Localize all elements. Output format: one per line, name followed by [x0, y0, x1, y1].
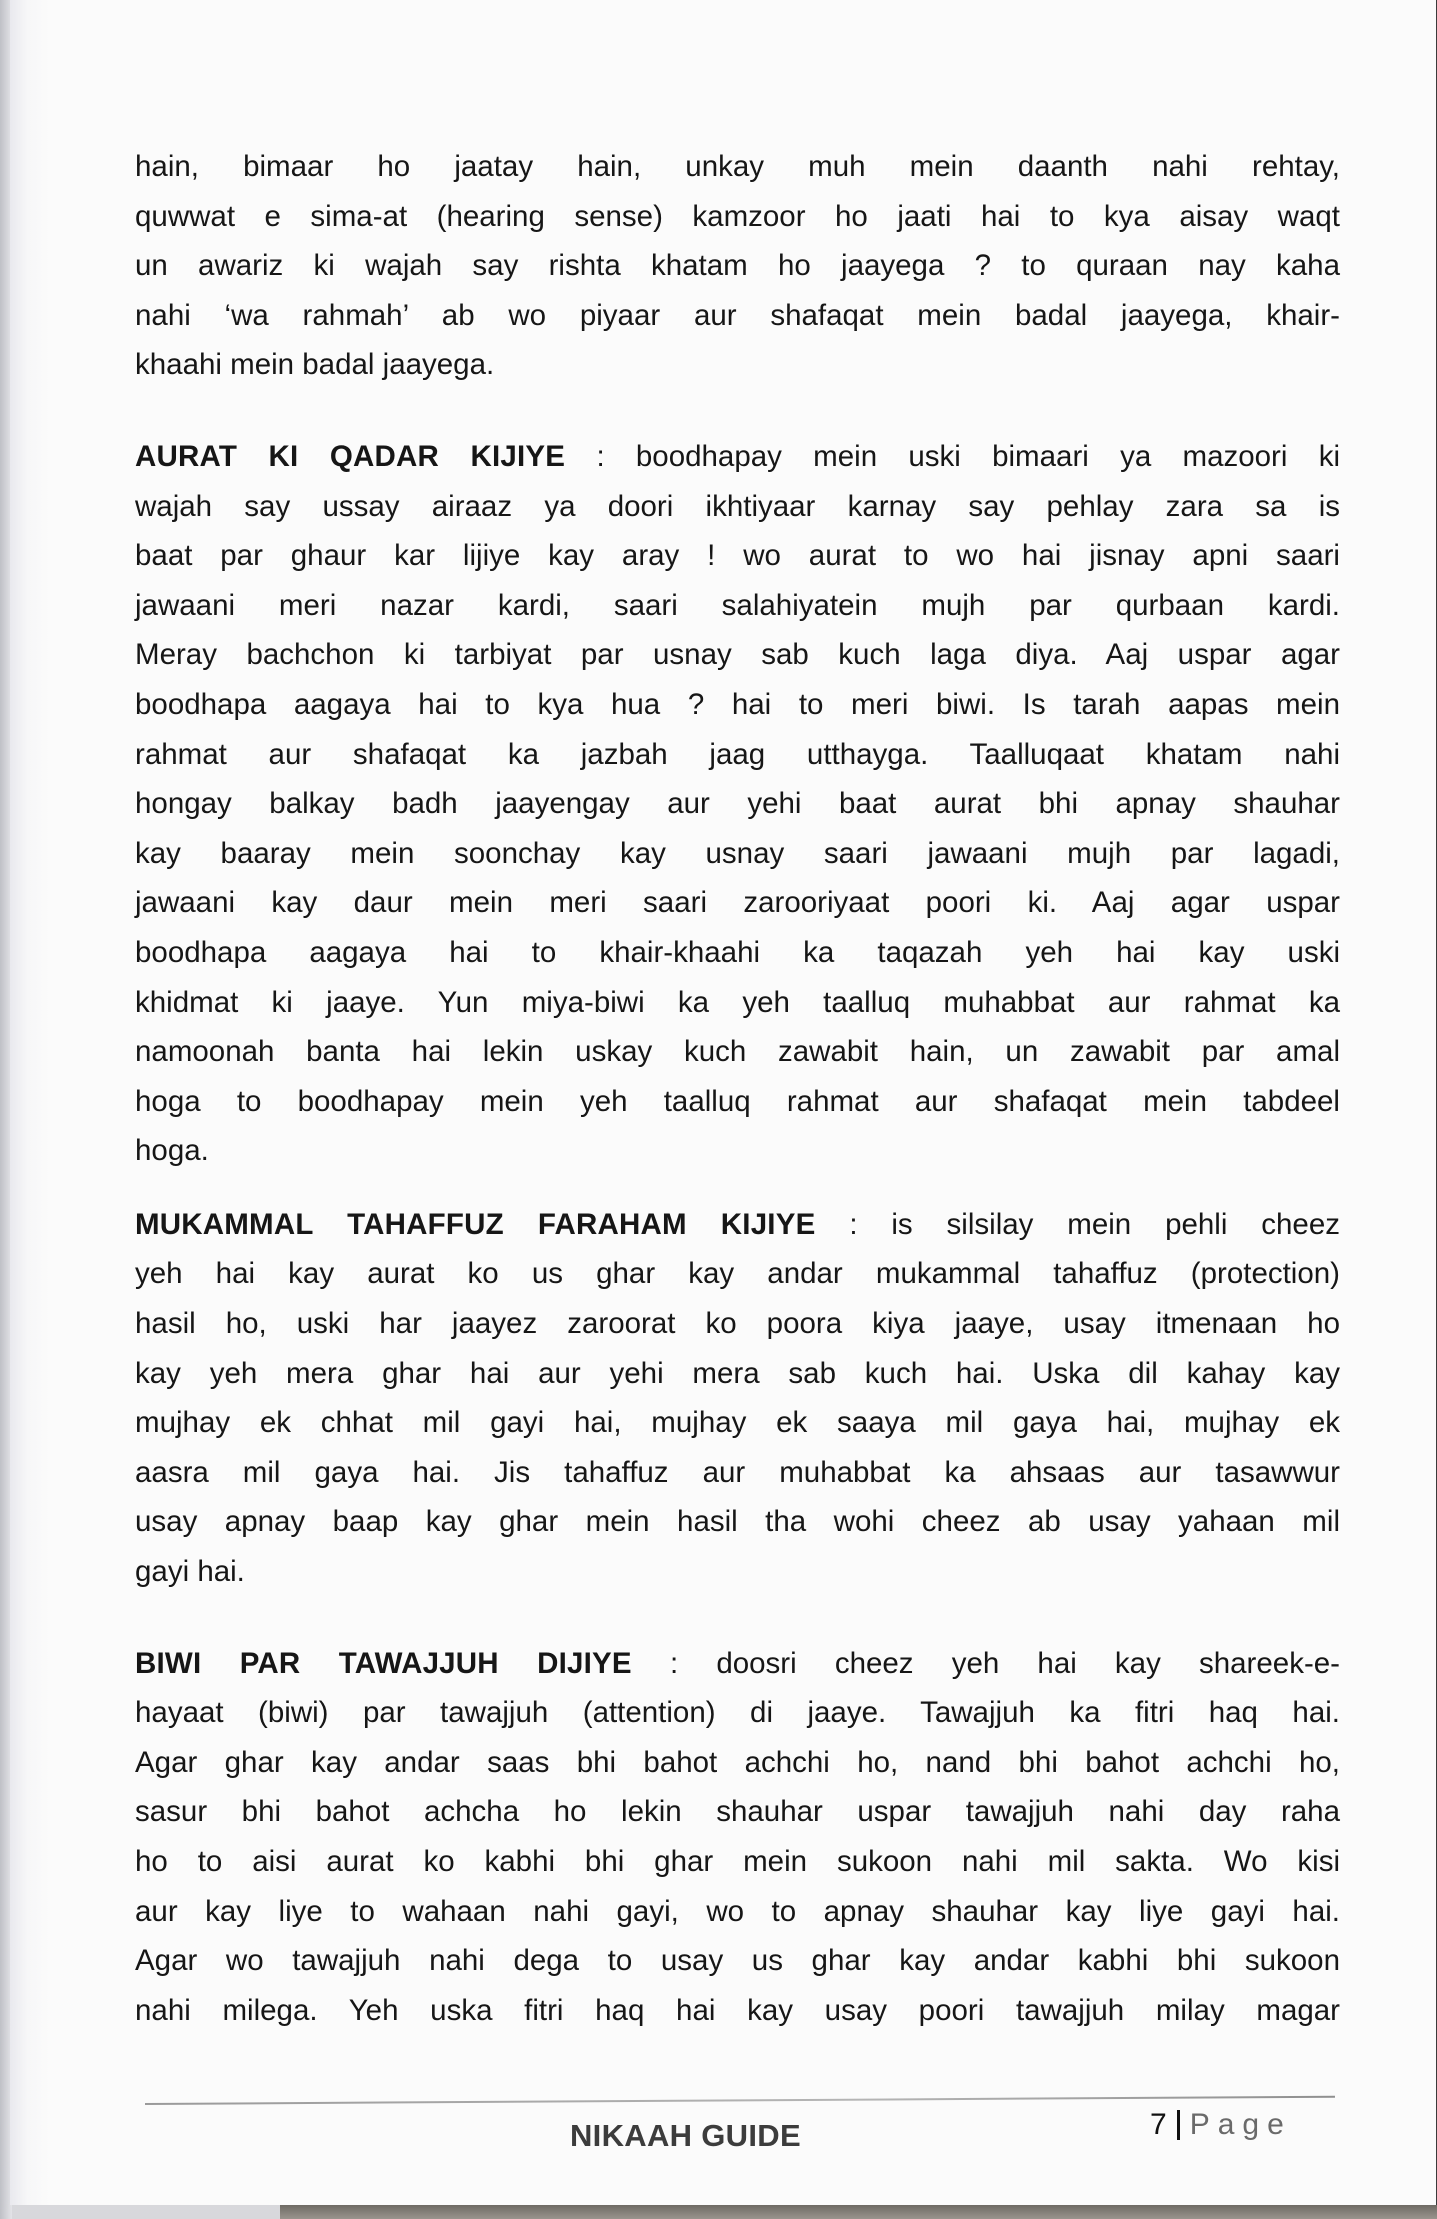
text-line: baat par ghaur kar lijiye kay aray ! wo aurat to wo hai jisnay apni saari [135, 539, 1340, 573]
page-separator [1177, 2110, 1180, 2140]
page-number: 7 [1150, 2108, 1167, 2141]
page-bottom-edge [280, 2205, 1437, 2219]
text-line: nahi milega. Yeh uska fitri haq hai kay usay poori tawajjuh milay magar [135, 1993, 1340, 2027]
heading-line [135, 1639, 1340, 1689]
footer-book-title: NIKAAH GUIDE [570, 2118, 801, 2153]
text-line: yeh hai kay aurat ko us ghar kay andar mukammal tahaffuz (protection) [135, 1257, 1340, 1291]
text-line: kay yeh mera ghar hai aur yehi mera sab kuch hai. Uska dil kahay kay [135, 1356, 1340, 1390]
page-label: Page [1189, 2108, 1292, 2141]
text-line: hain, bimaar ho jaatay hain, unkay muh mein daanth nahi rehtay, [135, 150, 1340, 183]
section-heading: AURAT KI QADAR KIJIYE [135, 439, 566, 473]
paragraph-gap [135, 1176, 1340, 1200]
text-line: sasur bhi bahot achcha ho lekin shauhar uspar tawajjuh nahi day raha [135, 1795, 1340, 1829]
text-line: Agar wo tawajjuh nahi dega to usay us ghar kay andar kabhi bhi sukoon [135, 1944, 1340, 1978]
text-line: aur kay liye to wahaan nahi gayi, wo to apnay shauhar kay liye gayi hai. [135, 1894, 1340, 1928]
page-body [135, 142, 1340, 2035]
text-line: quwwat e sima-at (hearing sense) kamzoor ho jaati hai to kya aisay waqt [135, 199, 1340, 233]
paragraph-gap [135, 1597, 1340, 1639]
heading-line [135, 1200, 1340, 1250]
paragraph-biwi-par-tawajjuh [135, 1639, 1340, 2036]
text-line: hoga to boodhapay mein yeh taalluq rahmat aur shafaqat mein tabdeel [135, 1084, 1340, 1118]
text-line: wajah say ussay airaaz ya doori ikhtiyaar karnay say pehlay zara sa is [135, 489, 1340, 523]
text-line: hoga. [135, 1134, 209, 1168]
section-heading: BIWI PAR TAWAJJUH DIJIYE [135, 1646, 632, 1680]
text-line: rahmat aur shafaqat ka jazbah jaag utthayga. Taalluqaat khatam nahi [135, 737, 1340, 771]
paragraph-aurat-ki-qadar [135, 432, 1340, 1176]
footer-page-indicator [1150, 2108, 1292, 2142]
heading-line-text: : is silsilay mein pehli cheez [815, 1207, 1340, 1241]
text-line: usay apnay baap kay ghar mein hasil tha wohi cheez ab usay yahaan mil [135, 1505, 1340, 1539]
section-heading: MUKAMMAL TAHAFFUZ FARAHAM KIJIYE [135, 1207, 816, 1241]
text-line: namoonah banta hai lekin uskay kuch zawabit hain, un zawabit par amal [135, 1035, 1340, 1069]
text-line: un awariz ki wajah say rishta khatam ho jaayega ? to quraan nay kaha [135, 249, 1340, 283]
heading-line [135, 432, 1340, 482]
text-line: mujhay ek chhat mil gayi hai, mujhay ek saaya mil gaya hai, mujhay ek [135, 1406, 1340, 1440]
text-line: jawaani kay daur mein meri saari zarooriyaat poori ki. Aaj agar uspar [135, 886, 1340, 920]
text-line: hongay balkay badh jaayengay aur yehi baat aurat bhi apnay shauhar [135, 787, 1340, 821]
text-line: hayaat (biwi) par tawajjuh (attention) di jaaye. Tawajjuh ka fitri haq hai. [135, 1696, 1340, 1730]
text-line: ho to aisi aurat ko kabhi bhi ghar mein sukoon nahi mil sakta. Wo kisi [135, 1845, 1340, 1878]
text-line: khidmat ki jaaye. Yun miya-biwi ka yeh taalluq muhabbat aur rahmat ka [135, 985, 1340, 1019]
text-line: hasil ho, uski har jaayez zaroorat ko poora kiya jaaye, usay itmenaan ho [135, 1307, 1340, 1341]
text-line: khaahi mein badal jaayega. [135, 348, 495, 382]
paragraph-mukammal-tahaffuz [135, 1200, 1340, 1597]
text-line: Meray bachchon ki tarbiyat par usnay sab kuch laga diya. Aaj uspar agar [135, 638, 1340, 672]
text-line: nahi ‘wa rahmah’ ab wo piyaar aur shafaqat mein badal jaayega, khair- [135, 298, 1340, 332]
footer-divider [145, 2096, 1335, 2105]
text-line: gayi hai. [135, 1555, 245, 1589]
text-line: kay baaray mein soonchay kay usnay saari jawaani mujh par lagadi, [135, 836, 1340, 870]
document-page [10, 0, 1437, 2205]
text-line: jawaani meri nazar kardi, saari salahiyatein mujh par qurbaan kardi. [135, 588, 1340, 622]
heading-line-text: : boodhapay mein uski bimaari ya mazoori ki [565, 439, 1341, 473]
paragraph-continuation [135, 142, 1340, 390]
text-line: boodhapa aagaya hai to khair-khaahi ka taqazah yeh hai kay uski [135, 935, 1340, 969]
paragraph-gap [135, 390, 1340, 432]
text-line: Agar ghar kay andar saas bhi bahot achchi ho, nand bhi bahot achchi ho, [135, 1745, 1340, 1779]
text-line: boodhapa aagaya hai to kya hua ? hai to meri biwi. Is tarah aapas mein [135, 687, 1340, 721]
heading-line-text: : doosri cheez yeh hai kay shareek-e- [631, 1646, 1340, 1680]
text-line: aasra mil gaya hai. Jis tahaffuz aur muhabbat ka ahsaas aur tasawwur [135, 1455, 1340, 1489]
